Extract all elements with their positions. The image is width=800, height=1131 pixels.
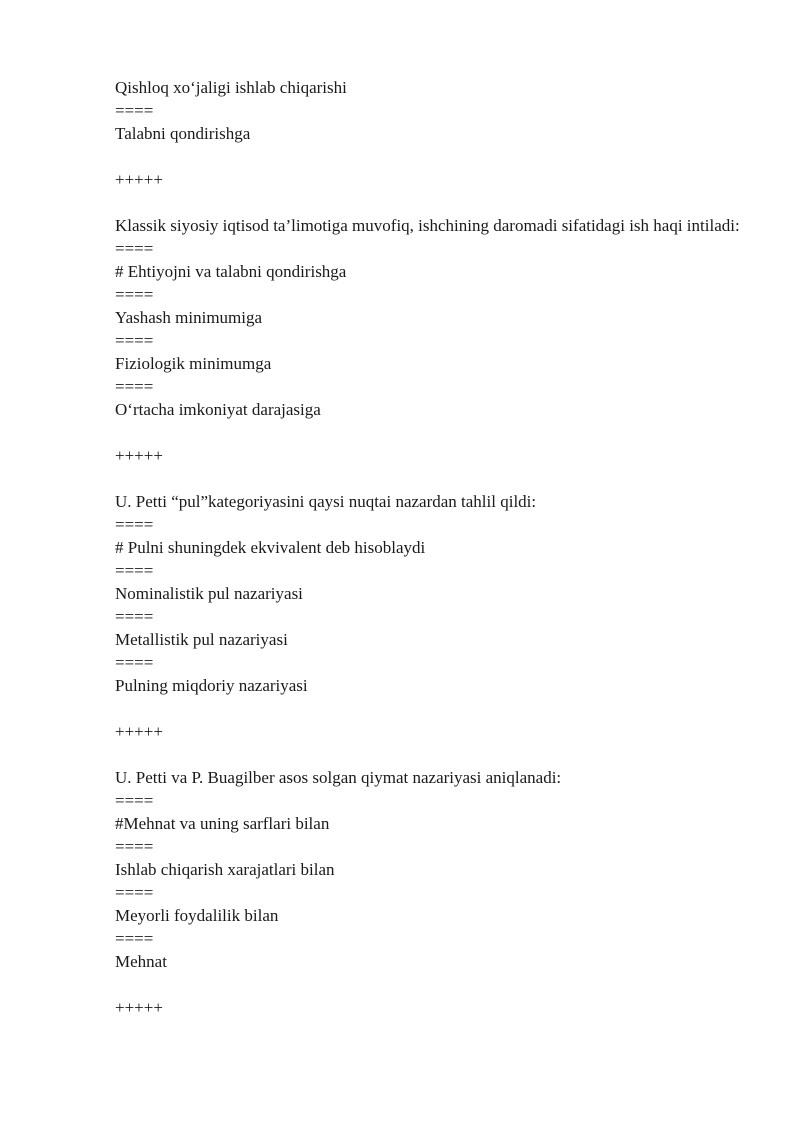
- answer-option: Ishlab chiqarish xarajatlari bilan: [115, 860, 335, 879]
- answer-option: Yashash minimumiga: [115, 308, 263, 327]
- question-separator: +++++: [115, 998, 163, 1017]
- option-separator: ====: [115, 653, 154, 672]
- answer-option: Meyorli foydalilik bilan: [115, 906, 279, 925]
- question-separator: +++++: [115, 446, 163, 465]
- question-separator: +++++: [115, 170, 163, 189]
- correct-answer-option: # Pulni shuningdek ekvivalent deb hisoblaydi: [115, 538, 426, 557]
- option-separator: ====: [115, 239, 154, 258]
- question-text: U. Petti “pul”kategoriyasini qaysi nuqtai nazardan tahlil qildi:: [115, 492, 537, 511]
- option-separator: ====: [115, 101, 154, 120]
- blank-line: [115, 421, 755, 444]
- correct-answer-option: #Mehnat va uning sarflari bilan: [115, 814, 330, 833]
- question-separator: +++++: [115, 722, 163, 741]
- option-separator: ====: [115, 515, 154, 534]
- option-separator: ====: [115, 791, 154, 810]
- answer-option: Pulning miqdoriy nazariyasi: [115, 676, 308, 695]
- option-separator: ====: [115, 377, 154, 396]
- blank-line: [115, 973, 755, 996]
- question-text: Klassik siyosiy iqtisod ta’limotiga muvofiq, ishchining daromadi sifatidagi ish haqi intiladi:: [115, 216, 740, 235]
- blank-line: [115, 145, 755, 168]
- question-block-3: [115, 766, 755, 1019]
- answer-option: Talabni qondirishga: [115, 124, 251, 143]
- answer-option: Nominalistik pul nazariyasi: [115, 584, 303, 603]
- option-separator: ====: [115, 331, 154, 350]
- answer-option: Mehnat: [115, 952, 167, 971]
- blank-line: [115, 467, 755, 490]
- answer-option: Qishloq xo‘jaligi ishlab chiqarishi: [115, 78, 347, 97]
- blank-line: [115, 697, 755, 720]
- option-separator: ====: [115, 929, 154, 948]
- blank-line: [115, 191, 755, 214]
- answer-option: Metallistik pul nazariyasi: [115, 630, 288, 649]
- option-separator: ====: [115, 285, 154, 304]
- option-separator: ====: [115, 561, 154, 580]
- answer-option: Fiziologik minimumga: [115, 354, 272, 373]
- option-separator: ====: [115, 607, 154, 626]
- blank-line: [115, 743, 755, 766]
- document-page: [115, 76, 755, 1019]
- question-block-1: [115, 214, 755, 467]
- question-block-2: [115, 490, 755, 743]
- question-block-top: [115, 76, 755, 191]
- option-separator: ====: [115, 837, 154, 856]
- correct-answer-option: # Ehtiyojni va talabni qondirishga: [115, 262, 347, 281]
- answer-option: O‘rtacha imkoniyat darajasiga: [115, 400, 321, 419]
- question-text: U. Petti va P. Buagilber asos solgan qiymat nazariyasi aniqlanadi:: [115, 768, 562, 787]
- option-separator: ====: [115, 883, 154, 902]
